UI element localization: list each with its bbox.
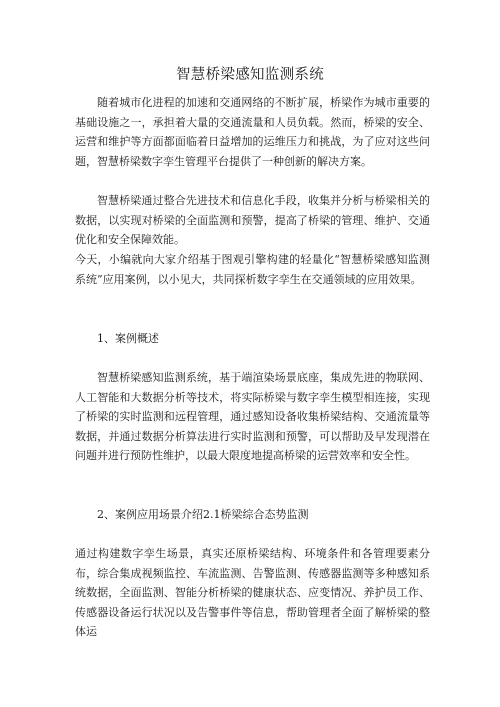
section-heading-1: 1、案例概述 <box>97 332 159 345</box>
section-heading-2: 2、案例应用场景介绍2.1桥梁综合态势监测 <box>97 508 309 521</box>
case-summary-paragraph: 智慧桥梁感知监测系统，基于端渲染场景底座，集成先进的物联网、人工智能和大数据分析等技术，将实际桥梁与数字孪生模型相连接，实现了桥梁的实时监测和远程管理，通过感知设备收集桥梁结构、交通流量等数据，并通过数据分析算法进行实时监测和预警，可以帮助及早发现潜在问题并进行预防性维护，以最大限度地提高桥梁的运营效率和安全性。 <box>75 371 430 462</box>
overview-paragraph: 智慧桥梁通过整合先进技术和信息化手段，收集并分析与桥梁相关的数据，以实现对桥梁的全面监测和预警，提高了桥梁的管理、维护、交通优化和安全保障效能。 <box>75 194 430 246</box>
intro-paragraph: 随着城市化进程的加速和交通网络的不断扩展，桥梁作为城市重要的基础设施之一，承担着大量的交通流量和人员负载。然而，桥梁的安全、运营和维护等方面都面临着日益增加的运维压力和挑战，为了应对这些问题，智慧桥梁数字孪生管理平台提供了一种创新的解决方案。 <box>75 96 430 168</box>
scenario-paragraph: 通过构建数字孪生场景，真实还原桥梁结构、环境条件和各管理要素分布，综合集成视频监控、车流监测、告警监测、传感器监测等多种感知系统数据，全面监测、智能分析桥梁的健康状态、应变情况、养护员工作、传感器设备运行状况以及告警事件等信息，帮助管理者全面了解桥梁的整体运 <box>75 547 430 638</box>
case-intro-paragraph: 今天，小编就向大家介绍基于图观引擎构建的轻量化“智慧桥梁感知监测系统”应用案例，以小见大，共同探析数字孪生在交通领域的应用效果。 <box>75 253 430 286</box>
page-title: 智慧桥梁感知监测系统 <box>176 67 324 83</box>
